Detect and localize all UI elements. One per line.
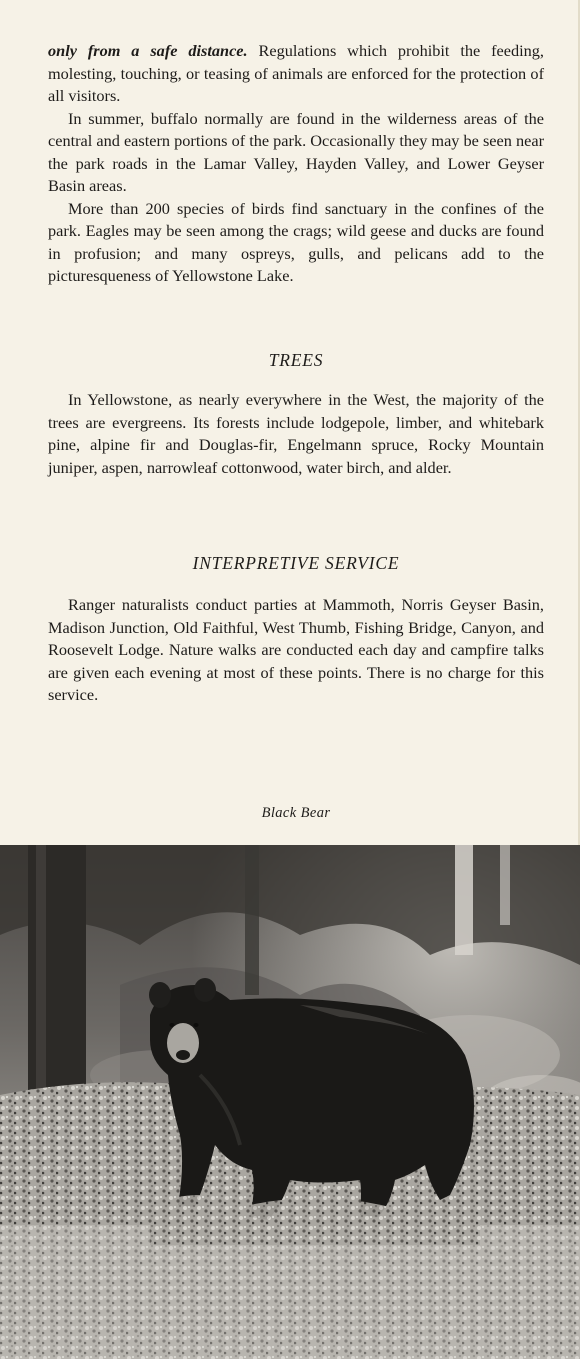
wildlife-text bbox=[48, 40, 544, 288]
paragraph-birds: More than 200 species of birds find sanctuary in the confines of the park. Eagles may be seen among the crags; wild geese and ducks are found in profusion; and many ospreys, gulls, and pelicans add to the picturesqueness of Yellowstone Lake. bbox=[48, 198, 544, 285]
paragraph-interpretive: Ranger naturalists conduct parties at Mammoth, Norris Geyser Basin, Madison Junction, Old Faithful, West Thumb, Fishing Bridge, Canyon, and Roosevelt Lodge. Nature walks are conducted each day and campfire talks are given each evening at most of these points. There is no charge for this service. bbox=[48, 595, 544, 704]
photo-caption: Black Bear bbox=[261, 805, 331, 821]
paragraph-buffalo: In summer, buffalo normally are found in the wilderness areas of the central and eastern portions of the park. Occasionally they may be seen near the park roads in the Lamar Valley, Hayden Valley, and Lower Geyser Basin areas. bbox=[48, 108, 544, 195]
interpretive-service-heading: INTERPRETIVE SERVICE bbox=[192, 553, 400, 573]
black-bear-photo bbox=[0, 845, 580, 1359]
paragraph-safe-distance bbox=[48, 40, 544, 108]
page-edge bbox=[578, 0, 580, 845]
emphasis-text: only from a safe distance. bbox=[48, 41, 248, 60]
trees-heading: TREES bbox=[268, 350, 324, 370]
paragraph-trees: In Yellowstone, as nearly everywhere in the West, the majority of the trees are evergreens. Its forests include lodgepole, limber, and whitebark pine, alpine fir and Douglas-fir, Engelmann spruce, Rocky Mountain juniper, aspen, narrowleaf cottonwood, water birch, and alder. bbox=[48, 390, 544, 477]
trees-text bbox=[48, 389, 544, 479]
paragraph-text: Regulations which prohibit the feeding, molesting, touching, or teasing of animals are enforced for the protection of all visitors. bbox=[48, 41, 544, 105]
bear-illustration bbox=[0, 845, 580, 1359]
interpretive-text bbox=[48, 594, 544, 707]
